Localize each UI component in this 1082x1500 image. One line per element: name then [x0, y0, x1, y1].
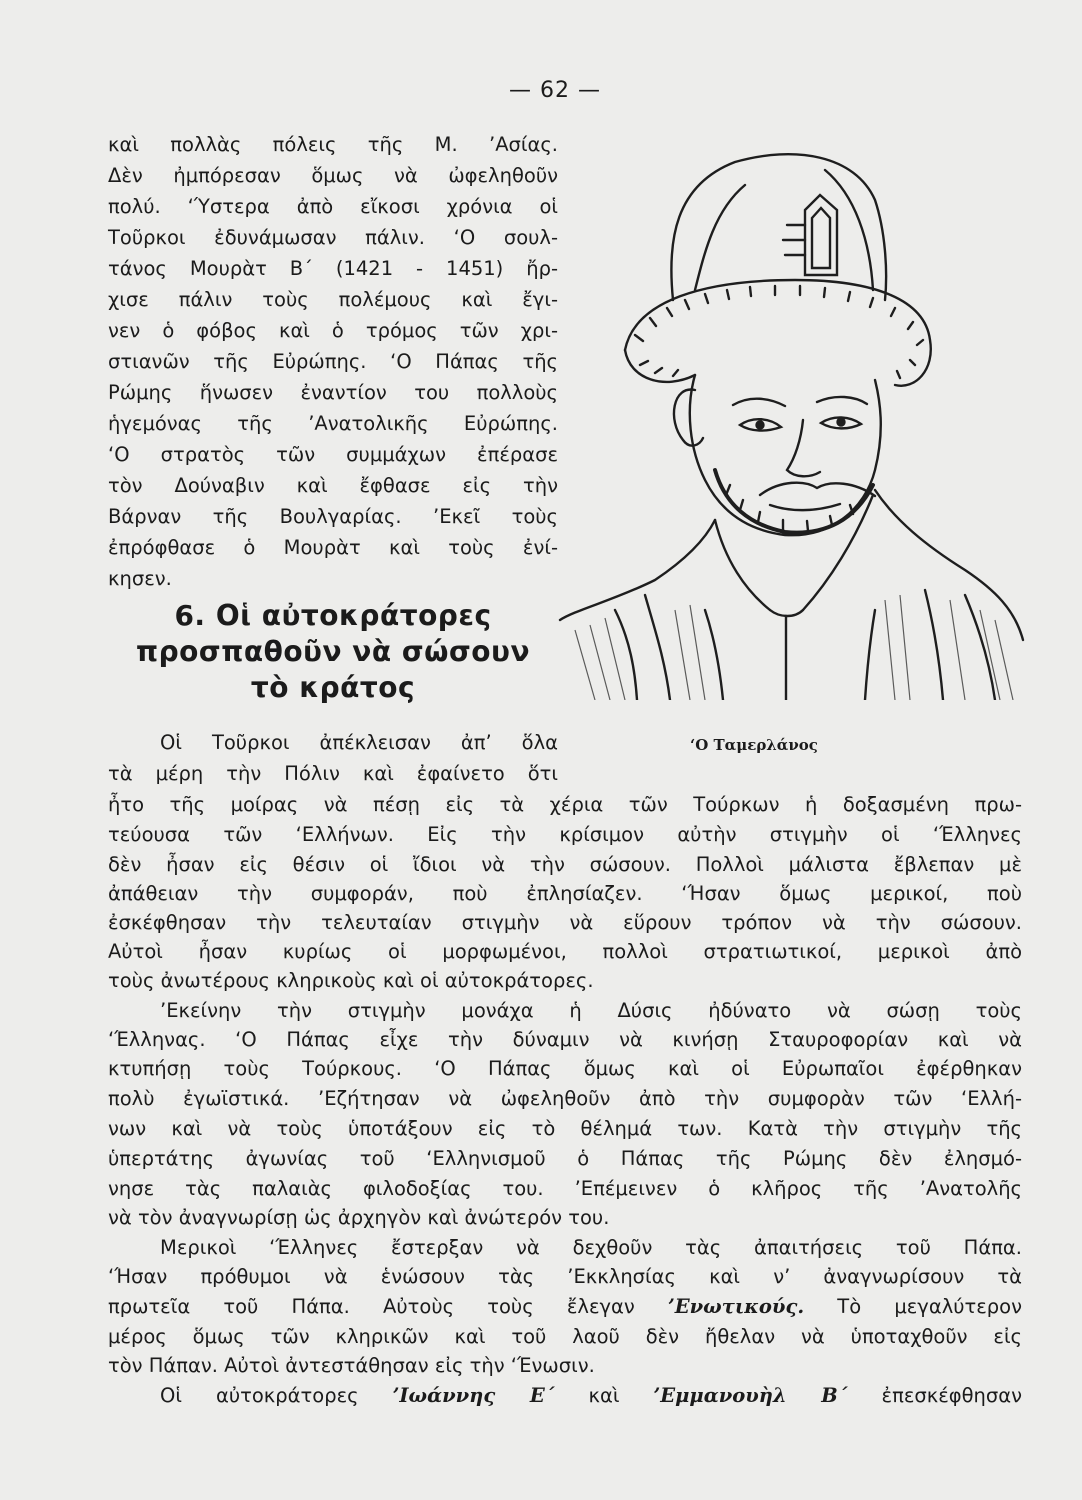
column-line: Βάρναν τῆς Βουλγαρίας. ’Εκεῖ τοὺς	[108, 505, 558, 528]
column-line: ἡγεμόνας τῆς ’Ανατολικῆς Εὐρώπης.	[108, 412, 558, 435]
text-line: τὸν Πάπαν. Αὐτοὶ ἀντεστάθησαν εἰς τὴν ‘Ένωσιν.	[108, 1354, 595, 1377]
column-line: Οἱ Τοῦρκοι ἀπέκλεισαν ἀπ’ ὅλα	[160, 731, 558, 754]
text-run: καὶ	[554, 1384, 654, 1407]
text-line: ἦτο τῆς μοίρας νὰ πέσῃ εἰς τὰ χέρια τῶν Τούρκων ἡ δοξασμένη πρω-	[108, 793, 1022, 816]
tamerlane-portrait	[555, 140, 1025, 700]
text-line: Αὐτοὶ ἦσαν κυρίως οἱ μορφωμένοι, πολλοὶ στρατιωτικοί, μερικοὶ ἀπὸ	[108, 940, 1022, 963]
section-heading-line: 6. Οἱ αὐτοκράτορες	[174, 599, 492, 632]
text-line: τεύουσα τῶν ‘Ελλήνων. Εἰς τὴν κρίσιμον αὐτὴν στιγμὴν οἱ ‘Έλληνες	[108, 823, 1022, 846]
column-line: Τοῦρκοι ἐδυνάμωσαν πάλιν. ‘Ο σουλ-	[108, 226, 558, 249]
text-line	[108, 1381, 1022, 1411]
column-line: πολύ. ‘Ύστερα ἀπὸ εἴκοσι χρόνια οἱ	[108, 195, 558, 218]
text-line: πολὺ ἐγωϊστικά. ’Εζήτησαν νὰ ὠφεληθοῦν ἀπὸ τὴν συμφορὰν τῶν ‘Ελλή-	[108, 1087, 1022, 1110]
text-line	[108, 1292, 1022, 1322]
column-line: τὰ μέρη τὴν Πόλιν καὶ ἐφαίνετο ὅτι	[108, 762, 558, 785]
text-line: κτυπήσῃ τοὺς Τούρκους. ‘Ο Πάπας ὅμως καὶ οἱ Εὐρωπαῖοι ἐφέρθηκαν	[108, 1057, 1022, 1080]
column-line: ‘Ο στρατὸς τῶν συμμάχων ἐπέρασε	[108, 443, 558, 466]
emphasis-term: ’Ενωτικούς.	[667, 1295, 805, 1318]
text-line: ἀπάθειαν τὴν συμφοράν, ποὺ ἐπλησίαζεν. ‘Ήσαν ὅμως μερικοί, ποὺ	[108, 882, 1022, 905]
column-line: τάνος Μουρὰτ Β΄ (1421 - 1451) ἤρ-	[108, 257, 558, 280]
text-line: νησε τὰς παλαιὰς φιλοδοξίας του. ’Επέμεινεν ὁ κλῆρος τῆς ’Ανατολῆς	[108, 1177, 1022, 1200]
text-line: νων καὶ νὰ τοὺς ὑποτάξουν εἰς τὸ θέλημά των. Κατὰ τὴν στιγμὴν τῆς	[108, 1117, 1022, 1140]
text-run: ἐπεσκέφθησαν	[847, 1384, 1023, 1407]
column-line: Δὲν ἠμπόρεσαν ὅμως νὰ ὠφεληθοῦν	[108, 164, 558, 187]
column-line: χισε πάλιν τοὺς πολέμους καὶ ἔγι-	[108, 288, 558, 311]
column-line: στιανῶν τῆς Εὐρώπης. ‘Ο Πάπας τῆς	[108, 350, 558, 373]
emphasis-name: ’Εμμανουὴλ Β΄	[653, 1384, 848, 1407]
column-line: καὶ πολλὰς πόλεις τῆς Μ. ’Ασίας.	[108, 133, 558, 156]
column-line: ἐπρόφθασε ὁ Μουρὰτ καὶ τοὺς ἐνί-	[108, 536, 558, 559]
text-line: τοὺς ἀνωτέρους κληρικοὺς καὶ οἱ αὐτοκράτορες.	[108, 969, 594, 992]
text-line: ’Εκείνην τὴν στιγμὴν μονάχα ἡ Δύσις ἠδύνατο νὰ σώσῃ τοὺς	[160, 999, 1022, 1022]
text-line: νὰ τὸν ἀναγνωρίσῃ ὡς ἀρχηγὸν καὶ ἀνώτερόν του.	[108, 1206, 610, 1229]
text-run: Οἱ αὐτοκράτορες	[160, 1384, 393, 1407]
text-line: ὑπερτάτης ἀγωνίας τοῦ ‘Ελληνισμοῦ ὁ Πάπας τῆς Ρώμης δὲν ἐλησμό-	[108, 1147, 1022, 1170]
text-run: Τὸ μεγαλύτερον	[804, 1295, 1022, 1318]
column-line: Ρώμης ἥνωσεν ἐναντίον του πολλοὺς	[108, 381, 558, 404]
text-line: Μερικοὶ ‘Έλληνες ἔστερξαν νὰ δεχθοῦν τὰς ἀπαιτήσεις τοῦ Πάπα.	[160, 1236, 1022, 1259]
column-line: τὸν Δούναβιν καὶ ἔφθασε εἰς τὴν	[108, 474, 558, 497]
text-line: μέρος ὅμως τῶν κληρικῶν καὶ τοῦ λαοῦ δὲν ἤθελαν νὰ ὑποταχθοῦν εἰς	[108, 1325, 1022, 1348]
page-number: — 62 —	[509, 78, 601, 103]
column-line: κησεν.	[108, 567, 172, 590]
emphasis-name: ’Ιωάννης Ε΄	[392, 1384, 555, 1407]
text-line: δὲν ἦσαν εἰς θέσιν οἱ ἴδιοι νὰ τὴν σώσουν. Πολλοὶ μάλιστα ἔβλεπαν μὲ	[108, 853, 1022, 876]
section-heading-line: προσπαθοῦν νὰ σώσουν	[135, 635, 531, 668]
text-run: πρωτεῖα τοῦ Πάπα. Αὐτοὺς τοὺς ἔλεγαν	[108, 1295, 668, 1318]
portrait-caption: ‘Ο Ταμερλάνος	[690, 736, 818, 754]
text-line: ‘Ήσαν πρόθυμοι νὰ ἑνώσουν τὰς ’Εκκλησίας καὶ ν’ ἀναγνωρίσουν τὰ	[108, 1265, 1022, 1288]
section-heading-line: τὸ κράτος	[250, 671, 416, 704]
text-line: ‘Έλληνας. ‘Ο Πάπας εἶχε τὴν δύναμιν νὰ κινήσῃ Σταυροφορίαν καὶ νὰ	[108, 1028, 1022, 1051]
column-line: νεν ὁ φόβος καὶ ὁ τρόμος τῶν χρι-	[108, 319, 558, 342]
text-line: ἐσκέφθησαν τὴν τελευταίαν στιγμὴν νὰ εὕρουν τρόπον νὰ τὴν σώσουν.	[108, 911, 1022, 934]
